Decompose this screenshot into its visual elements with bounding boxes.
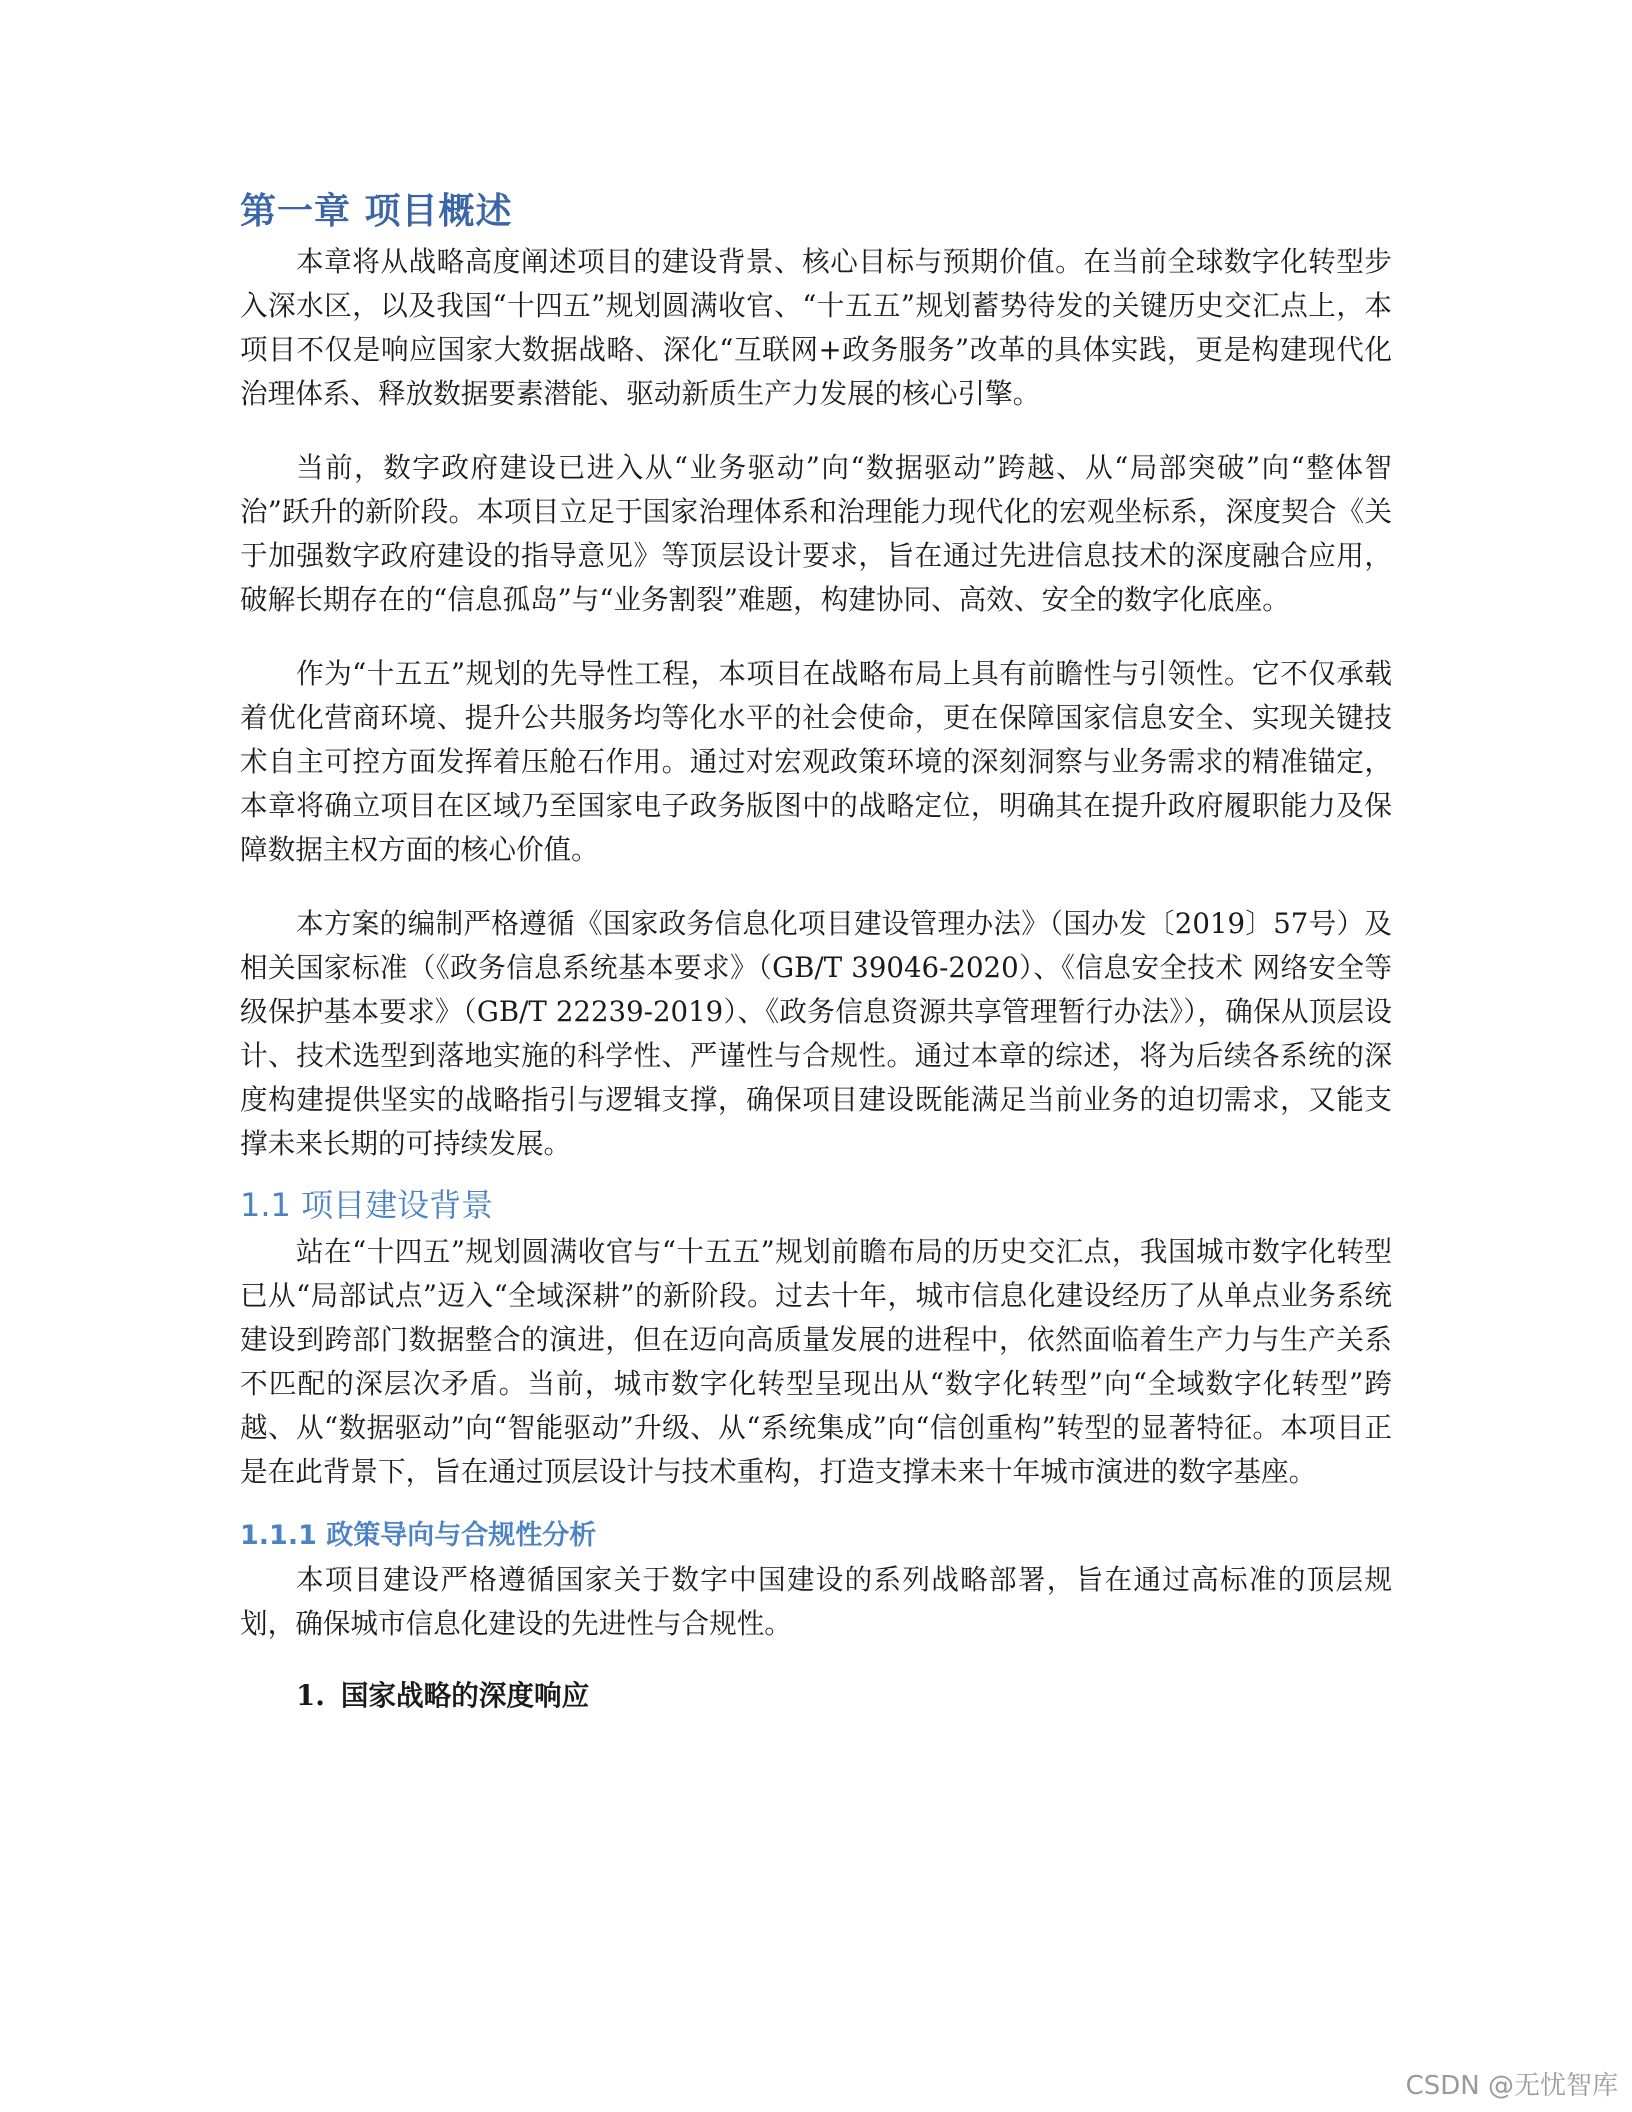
- chapter-paragraph-4: 本方案的编制严格遵循《国家政务信息化项目建设管理办法》（国办发〔2019〕57号）及相关国家标准（《政务信息系统基本要求》（GB/T 39046-2020）、《信息安全技术 网络安全等级保护基本要求》（GB/T 22239-2019）、《政务信息资源共享管理暂行办法》），确保从顶层设计、技术选型到落地实施的科学性、严谨性与合规性。通过本章的综述，将为后续各系统的深度构建提供坚实的战略指引与逻辑支撑，确保项目建设既能满足当前业务的迫切需求，又能支撑未来长期的可持续发展。: [240, 907, 1392, 1160]
- chapter-paragraph-2: 当前，数字政府建设已进入从“业务驱动”向“数据驱动”跨越、从“局部突破”向“整体智治”跃升的新阶段。本项目立足于国家治理体系和治理能力现代化的宏观坐标系，深度契合《关于加强数字政府建设的指导意见》等顶层设计要求，旨在通过先进信息技术的深度融合应用，破解长期存在的“信息孤岛”与“业务割裂”难题，构建协同、高效、安全的数字化底座。: [240, 451, 1392, 616]
- section-title: 1.1 项目建设背景: [240, 1186, 494, 1224]
- chapter-paragraph-3: 作为“十五五”规划的先导性工程，本项目在战略布局上具有前瞻性与引领性。它不仅承载着优化营商环境、提升公共服务均等化水平的社会使命，更在保障国家信息安全、实现关键技术自主可控方面发挥着压舱石作用。通过对宏观政策环境的深刻洞察与业务需求的精准锚定，本章将确立项目在区域乃至国家电子政务版图中的战略定位，明确其在提升政府履职能力及保障数据主权方面的核心价值。: [240, 657, 1392, 866]
- section-paragraph: 站在“十四五”规划圆满收官与“十五五”规划前瞻布局的历史交汇点，我国城市数字化转型已从“局部试点”迈入“全域深耕”的新阶段。过去十年，城市信息化建设经历了从单点业务系统建设到跨部门数据整合的演进，但在迈向高质量发展的进程中，依然面临着生产力与生产关系不匹配的深层次矛盾。当前，城市数字化转型呈现出从“数字化转型”向“全域数字化转型”跨越、从“数据驱动”向“智能驱动”升级、从“系统集成”向“信创重构”转型的显著特征。本项目正是在此背景下，旨在通过顶层设计与技术重构，打造支撑未来十年城市演进的数字基座。: [240, 1235, 1392, 1488]
- subsection-title: 1.1.1 政策导向与合规性分析: [240, 1520, 597, 1551]
- watermark: CSDN @无忧智库: [1405, 2071, 1618, 2101]
- list-item-number: 1.: [296, 1679, 325, 1712]
- document-page: [240, 190, 1392, 1716]
- subsection-paragraph: 本项目建设严格遵循国家关于数字中国建设的系列战略部署，旨在通过高标准的顶层规划，确保城市信息化建设的先进性与合规性。: [240, 1563, 1392, 1640]
- list-item-label: 国家战略的深度响应: [340, 1679, 590, 1712]
- chapter-paragraph-1: 本章将从战略高度阐述项目的建设背景、核心目标与预期价值。在当前全球数字化转型步入深水区，以及我国“十四五”规划圆满收官、“十五五”规划蓄势待发的关键历史交汇点上，本项目不仅是响应国家大数据战略、深化“互联网+政务服务”改革的具体实践，更是构建现代化治理体系、释放数据要素潜能、驱动新质生产力发展的核心引擎。: [240, 245, 1392, 410]
- list-item: [296, 1676, 1392, 1716]
- chapter-title: 第一章 项目概述: [240, 191, 513, 232]
